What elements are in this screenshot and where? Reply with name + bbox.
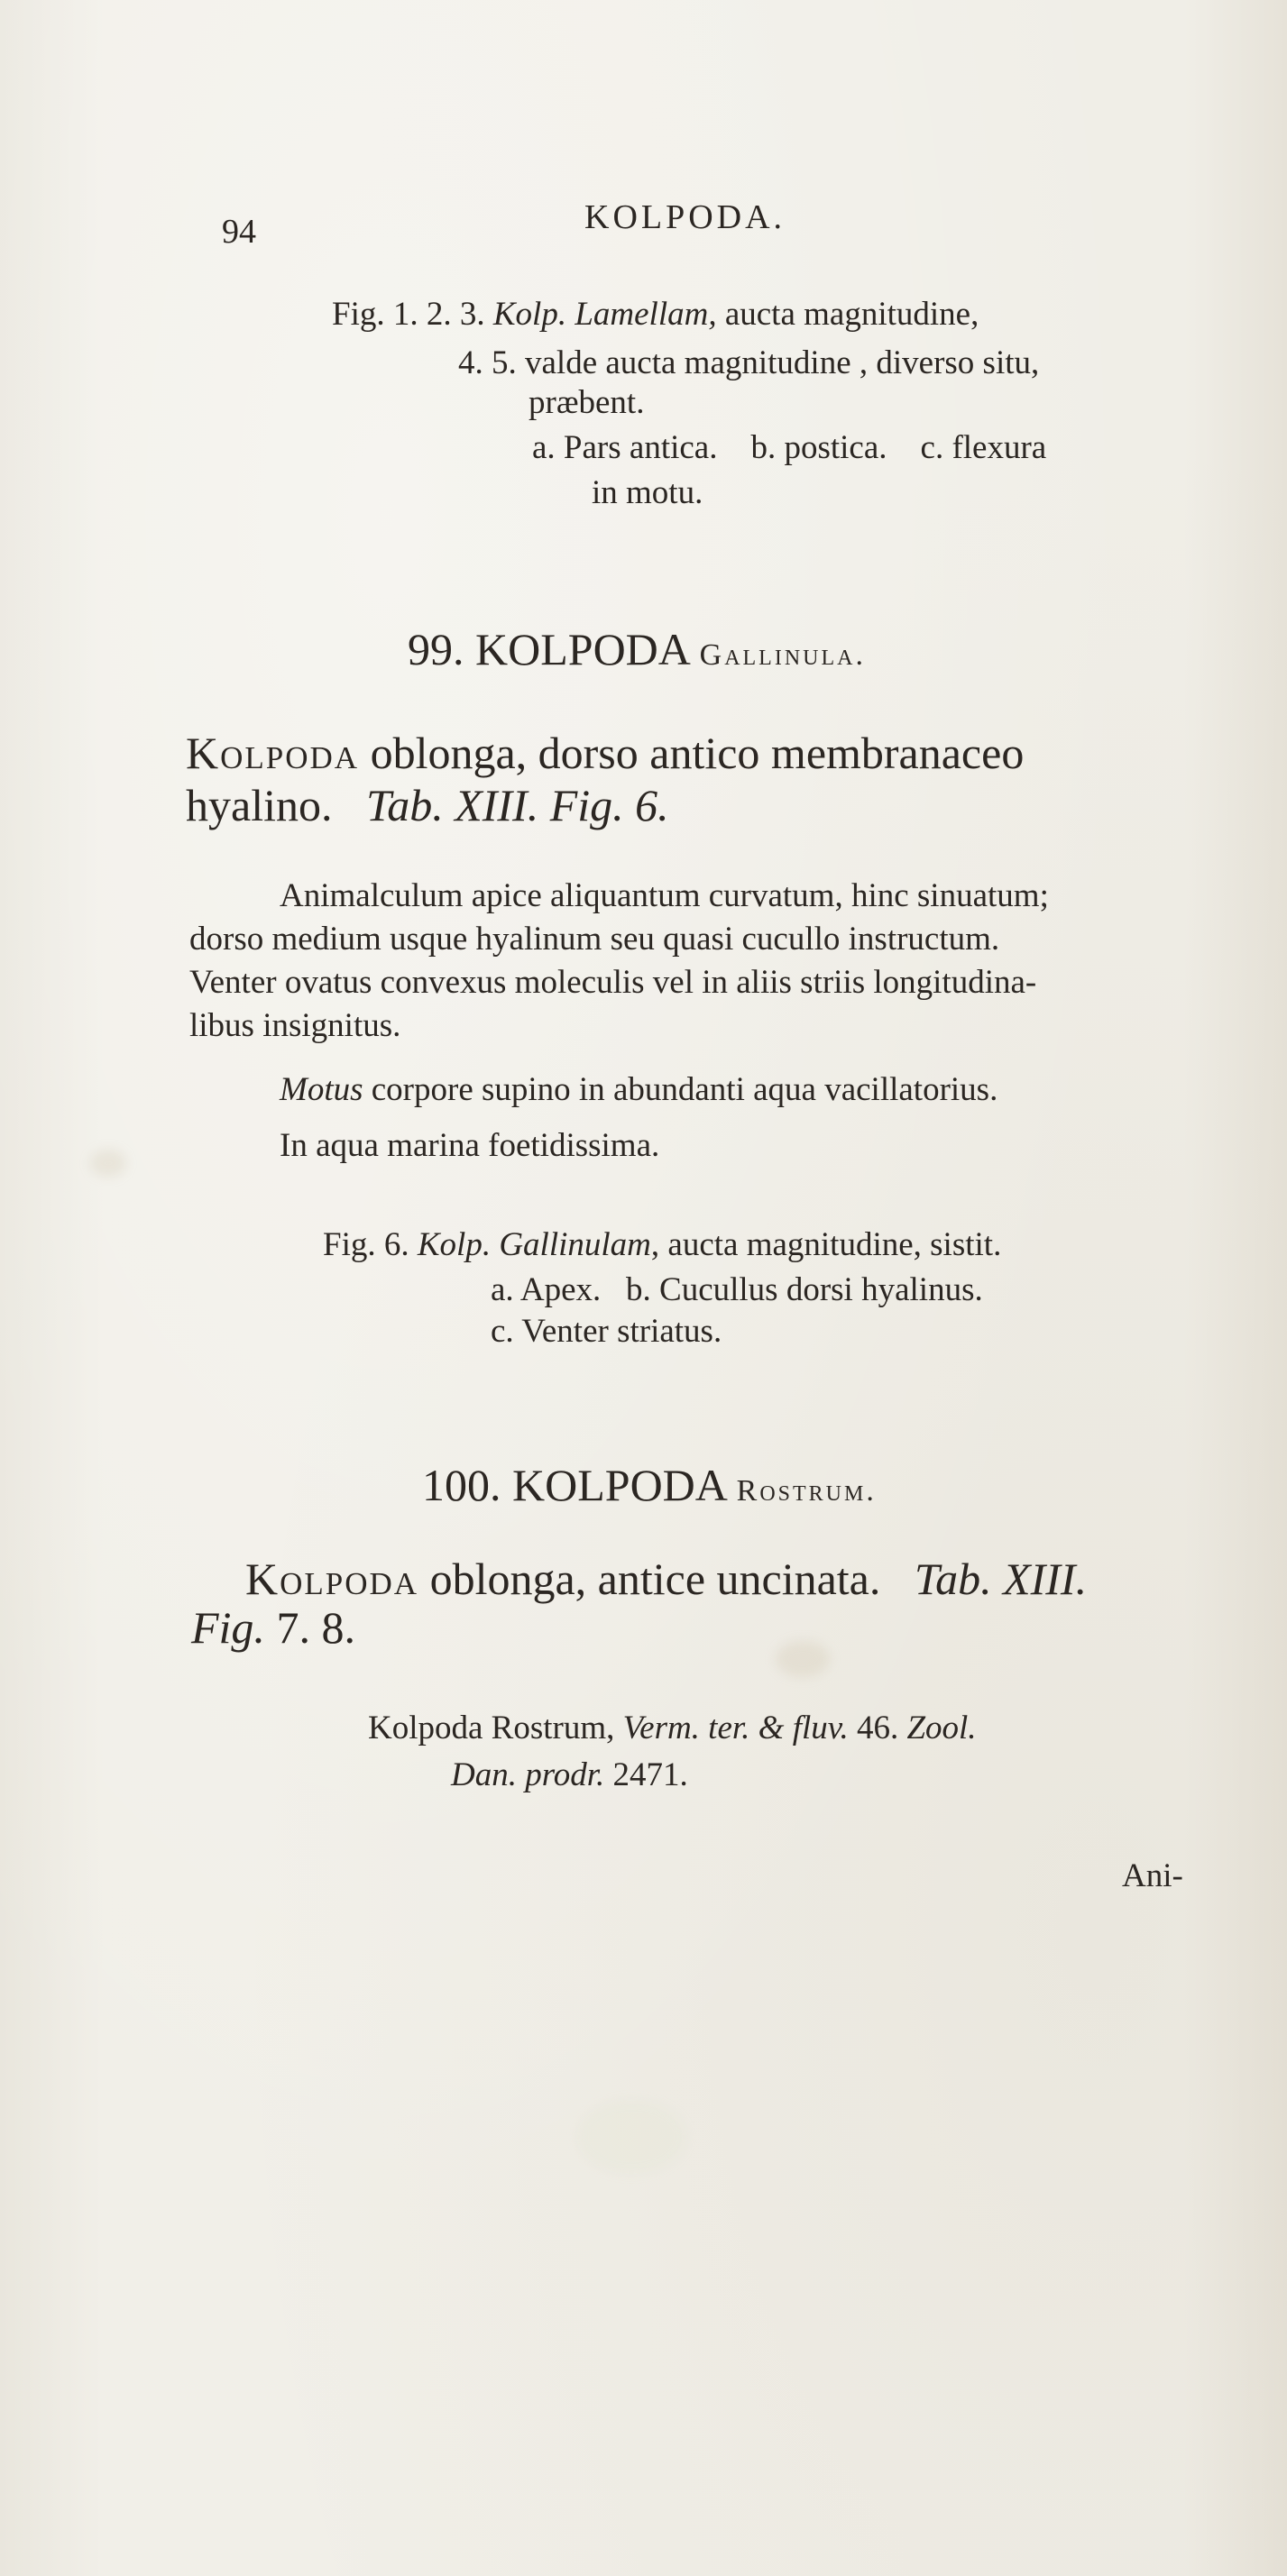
description-line: dorso medium usque hyalinum seu quasi cucullo instructum. [189, 921, 1000, 958]
species-epithet: Gallinula. [699, 638, 866, 672]
motus-label: Motus [280, 1071, 363, 1108]
diagnosis-line [186, 728, 1025, 778]
paper-stain [90, 1150, 126, 1177]
diagnosis-line [186, 780, 669, 830]
motus-line [280, 1073, 997, 1106]
reference-line [368, 1711, 977, 1745]
running-title: KOLPODA. [584, 198, 786, 236]
fig-caption-italic: Kolp. Gallinulam [417, 1226, 651, 1263]
fig-caption-text: , aucta magnitudine, sistit. [650, 1226, 1002, 1263]
fig-caption-text: Fig. 1. 2. 3. [332, 296, 493, 333]
diagnosis-genus: Kolpoda [245, 1554, 419, 1604]
reference-text: 46. [848, 1710, 899, 1746]
diagnosis-genus: Kolpoda [186, 728, 360, 778]
fig-caption-line [323, 1228, 1001, 1261]
description-line: Animalculum apice aliquantum curvatum, hinc sinuatum; [280, 877, 1049, 914]
fig-caption-line [332, 298, 979, 331]
diagnosis-text: oblonga, dorso antico membranaceo [359, 728, 1025, 778]
fig-caption-line: in motu. [592, 474, 703, 511]
reference-text: Kolpoda Rostrum, [368, 1710, 623, 1746]
fig-caption-text: aucta magnitudine, [716, 296, 979, 333]
species-number: 100. [422, 1460, 501, 1510]
diagnosis-reference: Tab. XIII. [914, 1554, 1088, 1604]
fig-caption-italic: Kolp. Lamellam, [492, 296, 717, 333]
species-epithet: Rostrum. [736, 1474, 877, 1508]
description-line: Venter ovatus convexus moleculis vel in aliis striis longitudina- [189, 964, 1037, 1001]
reference-line [451, 1758, 688, 1792]
habitat-line: In aqua marina foetidissima. [280, 1127, 660, 1164]
reference-italic: Zool. [898, 1710, 977, 1746]
species-genus: KOLPODA [512, 1460, 726, 1510]
diagnosis-text: oblonga, antice uncinata. [418, 1554, 881, 1604]
diagnosis-line [245, 1554, 1088, 1604]
fig-caption-text: Fig. 6. [323, 1226, 418, 1263]
fig-caption-line: a. Apex. b. Cucullus dorsi hyalinus. [491, 1271, 983, 1308]
diagnosis-line [191, 1602, 355, 1653]
paper-stain [776, 1641, 830, 1677]
reference-text: 2471. [604, 1756, 688, 1793]
diagnosis-text: 7. 8. [264, 1602, 355, 1653]
species-number: 99. [408, 624, 464, 674]
reference-italic: Verm. ter. & fluv. [622, 1710, 849, 1746]
species-heading-99 [408, 624, 866, 674]
diagnosis-text: hyalino. [186, 780, 333, 830]
catchword: Ani- [1122, 1857, 1183, 1894]
reference-italic: Dan. prodr. [451, 1756, 605, 1793]
diagnosis-reference: Tab. XIII. Fig. 6. [365, 780, 669, 830]
species-heading-100 [422, 1462, 877, 1508]
fig-caption-line: 4. 5. valde aucta magnitudine , diverso situ, [458, 344, 1040, 381]
page-number: 94 [222, 213, 256, 251]
diagnosis-reference: Fig. [191, 1602, 265, 1653]
fig-caption-line: a. Pars antica. b. postica. c. flexura [532, 429, 1047, 466]
description-line: libus insignitus. [189, 1007, 401, 1044]
motus-text: corpore supino in abundanti aqua vacillatorius. [363, 1071, 998, 1108]
fig-caption-line: c. Venter striatus. [491, 1313, 722, 1350]
fig-caption-line: præbent. [529, 384, 645, 421]
species-genus: KOLPODA [475, 624, 689, 674]
paper-stain [577, 2101, 685, 2173]
